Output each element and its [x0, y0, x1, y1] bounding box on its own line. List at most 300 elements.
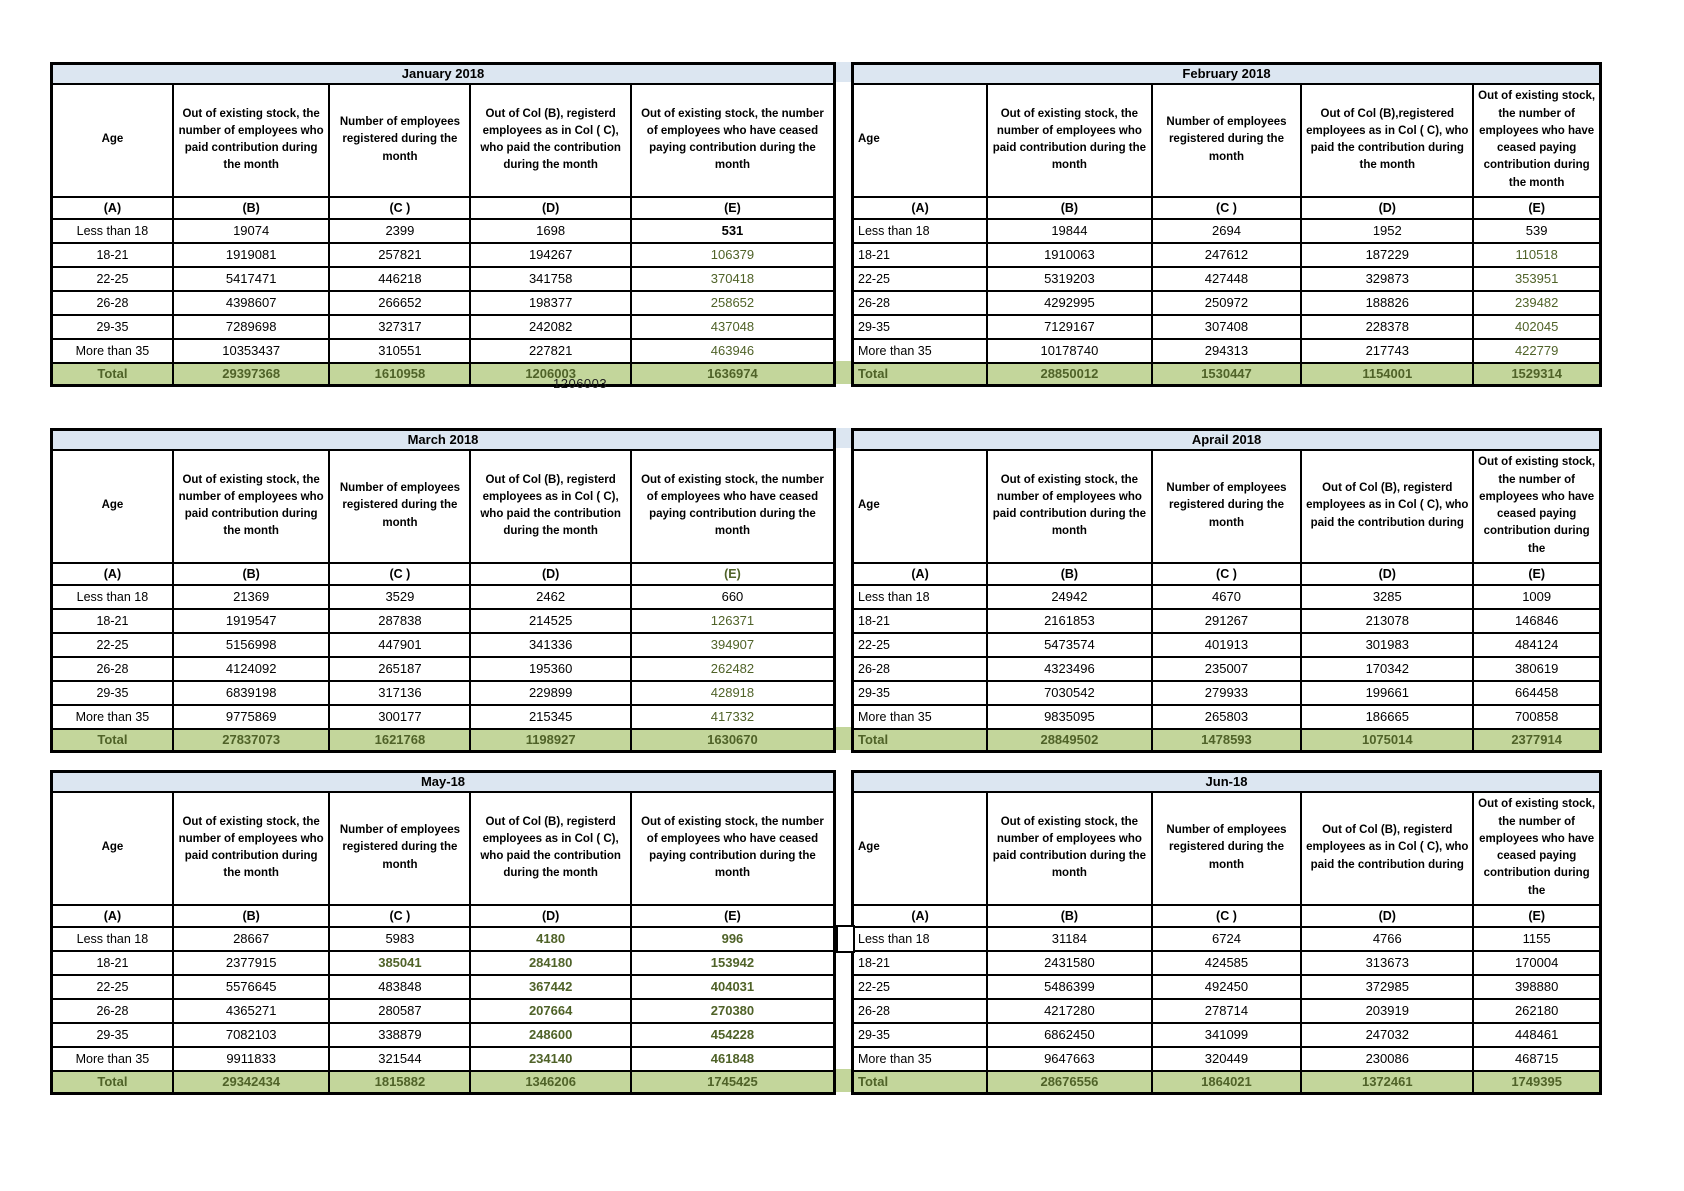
subheader-cell: (A)	[853, 905, 988, 927]
header-row	[52, 792, 835, 905]
column-header-c	[1152, 792, 1302, 905]
header-row	[853, 792, 1601, 905]
total-label: Total	[853, 729, 988, 752]
data-row	[52, 975, 835, 999]
subheader-cell: (A)	[52, 197, 173, 219]
age-cell: 22-25	[853, 267, 988, 291]
value-cell: 214525	[470, 609, 631, 633]
total-value: 1864021	[1152, 1071, 1302, 1094]
value-cell: 313673	[1301, 951, 1473, 975]
age-cell: 18-21	[52, 951, 173, 975]
title-row	[52, 430, 835, 450]
column-header-c	[1152, 84, 1302, 197]
title-row	[853, 430, 1601, 450]
value-cell: 380619	[1473, 657, 1600, 681]
data-row	[52, 999, 835, 1023]
value-cell: 531	[631, 219, 835, 243]
subheader-cell: (A)	[52, 563, 173, 585]
value-cell: 153942	[631, 951, 835, 975]
value-cell: 1919547	[173, 609, 330, 633]
subheader-cell: (D)	[470, 197, 631, 219]
total-value: 1198927	[470, 729, 631, 752]
value-cell: 126371	[631, 609, 835, 633]
age-cell: 26-28	[52, 999, 173, 1023]
subheader-cell: (E)	[631, 563, 835, 585]
data-row	[853, 927, 1601, 951]
table-title: January 2018	[52, 64, 835, 84]
column-header-text: Out of existing stock, the number of employees who have ceased paying contribution during the month	[641, 107, 824, 172]
value-cell: 228378	[1301, 315, 1473, 339]
age-cell: 18-21	[853, 951, 988, 975]
value-cell: 5473574	[987, 633, 1152, 657]
age-cell: 29-35	[853, 315, 988, 339]
value-cell: 437048	[631, 315, 835, 339]
total-label: Total	[52, 363, 173, 386]
value-cell: 4124092	[173, 657, 330, 681]
table-title: March 2018	[52, 430, 835, 450]
age-cell: 22-25	[52, 975, 173, 999]
data-row	[52, 1023, 835, 1047]
total-value: 1346206	[470, 1071, 631, 1094]
total-value: 27837073	[173, 729, 330, 752]
value-cell: 203919	[1301, 999, 1473, 1023]
value-cell: 9835095	[987, 705, 1152, 729]
gap-sliver-total-band2	[836, 727, 851, 750]
age-cell: 18-21	[52, 243, 173, 267]
subheader-cell: (B)	[987, 905, 1152, 927]
column-header-text: Number of employees registered during the month	[1166, 824, 1287, 871]
age-cell: More than 35	[853, 339, 988, 363]
column-header-text: Age	[101, 841, 124, 854]
column-header-text: Out of Col (B),registered employees as in Col ( C), who paid the contribution during the month	[1306, 107, 1469, 172]
table-june-2018	[851, 770, 1602, 1095]
month-table-january-2018	[50, 62, 836, 387]
column-header-text: Out of existing stock, the number of employees who paid contribution during the month	[992, 473, 1147, 538]
age-cell: Less than 18	[52, 585, 173, 609]
age-cell: More than 35	[52, 705, 173, 729]
value-cell: 234140	[470, 1047, 631, 1071]
subheader-row	[853, 563, 1601, 585]
data-row	[52, 243, 835, 267]
value-cell: 5156998	[173, 633, 330, 657]
total-value: 28850012	[987, 363, 1152, 386]
data-row	[52, 633, 835, 657]
subheader-row	[853, 905, 1601, 927]
column-header-e	[1473, 792, 1600, 905]
value-cell: 266652	[329, 291, 470, 315]
column-header-text: Age	[101, 133, 124, 146]
age-cell: 26-28	[52, 657, 173, 681]
column-header-text: Out of Col (B), registerd employees as in Col ( C), who paid the contribution during the month	[480, 107, 621, 172]
value-cell: 367442	[470, 975, 631, 999]
column-header-b	[987, 792, 1152, 905]
column-header-d	[1301, 84, 1473, 197]
value-cell: 278714	[1152, 999, 1302, 1023]
column-header-text: Out of existing stock, the number of employees who have ceased paying contribution during the month	[641, 815, 824, 880]
column-header-c	[329, 84, 470, 197]
value-cell: 417332	[631, 705, 835, 729]
value-cell: 7129167	[987, 315, 1152, 339]
value-cell: 664458	[1473, 681, 1600, 705]
age-cell: 18-21	[853, 609, 988, 633]
value-cell: 187229	[1301, 243, 1473, 267]
column-header-text: Number of employees registered during the month	[339, 824, 460, 871]
data-row	[853, 339, 1601, 363]
value-cell: 700858	[1473, 705, 1600, 729]
gap-sliver-title-band2	[836, 428, 851, 448]
subheader-cell: (C )	[329, 197, 470, 219]
age-cell: 29-35	[853, 681, 988, 705]
value-cell: 5486399	[987, 975, 1152, 999]
value-cell: 280587	[329, 999, 470, 1023]
data-row	[853, 291, 1601, 315]
data-row	[52, 705, 835, 729]
data-row	[853, 243, 1601, 267]
value-cell: 996	[631, 927, 835, 951]
value-cell: 2431580	[987, 951, 1152, 975]
value-cell: 427448	[1152, 267, 1302, 291]
total-label: Total	[52, 729, 173, 752]
column-header-b	[987, 450, 1152, 563]
column-header-age	[853, 450, 988, 563]
value-cell: 9775869	[173, 705, 330, 729]
subheader-row	[853, 197, 1601, 219]
value-cell: 398880	[1473, 975, 1600, 999]
value-cell: 301983	[1301, 633, 1473, 657]
value-cell: 300177	[329, 705, 470, 729]
column-header-text: Out of existing stock, the number of employees who paid contribution during the month	[178, 815, 324, 880]
column-header-text: Out of existing stock, the number of employees who have ceased paying contribution during the	[1478, 798, 1596, 897]
data-row	[52, 267, 835, 291]
column-header-text: Out of Col (B), registerd employees as in Col ( C), who paid the contribution during	[1306, 824, 1469, 871]
total-label: Total	[853, 363, 988, 386]
subheader-cell: (B)	[173, 563, 330, 585]
value-cell: 31184	[987, 927, 1152, 951]
data-row	[52, 657, 835, 681]
gap-sliver-title-band1	[836, 62, 851, 82]
total-value: 1749395	[1473, 1071, 1600, 1094]
value-cell: 338879	[329, 1023, 470, 1047]
data-row	[52, 315, 835, 339]
value-cell: 188826	[1301, 291, 1473, 315]
column-header-e	[1473, 450, 1600, 563]
column-header-text: Number of employees registered during the month	[339, 482, 460, 529]
value-cell: 215345	[470, 705, 631, 729]
data-row	[853, 1023, 1601, 1047]
total-row	[52, 1071, 835, 1094]
month-table-april-2018	[851, 428, 1602, 753]
total-value: 1372461	[1301, 1071, 1473, 1094]
value-cell: 5319203	[987, 267, 1152, 291]
data-row	[52, 219, 835, 243]
value-cell: 28667	[173, 927, 330, 951]
data-row	[853, 975, 1601, 999]
value-cell: 424585	[1152, 951, 1302, 975]
value-cell: 213078	[1301, 609, 1473, 633]
value-cell: 217743	[1301, 339, 1473, 363]
total-value: 29342434	[173, 1071, 330, 1094]
value-cell: 195360	[470, 657, 631, 681]
data-row	[52, 609, 835, 633]
column-header-text: Age	[858, 841, 880, 854]
month-table-february-2018	[851, 62, 1602, 387]
value-cell: 4180	[470, 927, 631, 951]
column-header-text: Out of Col (B), registerd employees as in Col ( C), who paid the contribution during	[1306, 482, 1469, 529]
value-cell: 198377	[470, 291, 631, 315]
value-cell: 422779	[1473, 339, 1600, 363]
title-row	[853, 772, 1601, 792]
column-header-d	[1301, 792, 1473, 905]
subheader-row	[52, 563, 835, 585]
value-cell: 5576645	[173, 975, 330, 999]
age-cell: 26-28	[853, 291, 988, 315]
value-cell: 660	[631, 585, 835, 609]
value-cell: 4365271	[173, 999, 330, 1023]
header-row	[853, 84, 1601, 197]
subheader-cell: (C )	[1152, 905, 1302, 927]
column-header-d	[470, 450, 631, 563]
column-header-c	[329, 792, 470, 905]
age-cell: More than 35	[52, 339, 173, 363]
subheader-cell: (C )	[1152, 563, 1302, 585]
column-header-c	[1152, 450, 1302, 563]
data-row	[52, 339, 835, 363]
value-cell: 2161853	[987, 609, 1152, 633]
value-cell: 19844	[987, 219, 1152, 243]
data-row	[853, 657, 1601, 681]
value-cell: 454228	[631, 1023, 835, 1047]
value-cell: 4292995	[987, 291, 1152, 315]
total-row	[853, 1071, 1601, 1094]
column-header-b	[173, 792, 330, 905]
subheader-cell: (E)	[1473, 197, 1600, 219]
value-cell: 258652	[631, 291, 835, 315]
total-value: 1630670	[631, 729, 835, 752]
subheader-cell: (D)	[470, 563, 631, 585]
total-row	[853, 363, 1601, 386]
value-cell: 370418	[631, 267, 835, 291]
subheader-cell: (B)	[173, 197, 330, 219]
age-cell: 22-25	[853, 633, 988, 657]
column-header-age	[853, 84, 988, 197]
data-row	[853, 999, 1601, 1023]
column-header-text: Out of existing stock, the number of employees who paid contribution during the month	[992, 107, 1147, 172]
value-cell: 262482	[631, 657, 835, 681]
value-cell: 227821	[470, 339, 631, 363]
value-cell: 21369	[173, 585, 330, 609]
value-cell: 170004	[1473, 951, 1600, 975]
column-header-text: Number of employees registered during the month	[1166, 482, 1287, 529]
value-cell: 110518	[1473, 243, 1600, 267]
value-cell: 230086	[1301, 1047, 1473, 1071]
total-value: 1610958	[329, 363, 470, 386]
value-cell: 394907	[631, 633, 835, 657]
value-cell: 310551	[329, 339, 470, 363]
total-value: 1154001	[1301, 363, 1473, 386]
subheader-cell: (B)	[987, 563, 1152, 585]
value-cell: 279933	[1152, 681, 1302, 705]
column-header-age	[853, 792, 988, 905]
value-cell: 19074	[173, 219, 330, 243]
value-cell: 446218	[329, 267, 470, 291]
table-title: Aprail 2018	[853, 430, 1601, 450]
value-cell: 287838	[329, 609, 470, 633]
total-row	[52, 363, 835, 386]
column-header-b	[173, 450, 330, 563]
subheader-cell: (E)	[631, 197, 835, 219]
value-cell: 24942	[987, 585, 1152, 609]
value-cell: 448461	[1473, 1023, 1600, 1047]
value-cell: 170342	[1301, 657, 1473, 681]
value-cell: 372985	[1301, 975, 1473, 999]
value-cell: 247032	[1301, 1023, 1473, 1047]
value-cell: 248600	[470, 1023, 631, 1047]
value-cell: 284180	[470, 951, 631, 975]
value-cell: 4766	[1301, 927, 1473, 951]
column-header-text: Out of existing stock, the number of employees who paid contribution during the month	[992, 815, 1147, 880]
value-cell: 2694	[1152, 219, 1302, 243]
table-april-2018	[851, 428, 1602, 753]
value-cell: 307408	[1152, 315, 1302, 339]
subheader-cell: (E)	[1473, 905, 1600, 927]
total-value: 1206003	[470, 363, 631, 386]
value-cell: 428918	[631, 681, 835, 705]
table-february-2018	[851, 62, 1602, 387]
age-cell: 29-35	[52, 1023, 173, 1047]
total-value: 1815882	[329, 1071, 470, 1094]
value-cell: 7082103	[173, 1023, 330, 1047]
value-cell: 2377915	[173, 951, 330, 975]
age-cell: 29-35	[52, 315, 173, 339]
column-header-d	[470, 792, 631, 905]
value-cell: 262180	[1473, 999, 1600, 1023]
data-row	[52, 951, 835, 975]
subheader-cell: (A)	[853, 197, 988, 219]
value-cell: 9647663	[987, 1047, 1152, 1071]
table-may-2018	[50, 770, 836, 1095]
total-value: 1075014	[1301, 729, 1473, 752]
value-cell: 1919081	[173, 243, 330, 267]
total-label: Total	[853, 1071, 988, 1094]
title-row	[853, 64, 1601, 84]
value-cell: 291267	[1152, 609, 1302, 633]
value-cell: 402045	[1473, 315, 1600, 339]
data-row	[853, 267, 1601, 291]
column-header-text: Out of existing stock, the number of employees who have ceased paying contribution during the month	[1478, 90, 1596, 189]
value-cell: 539	[1473, 219, 1600, 243]
value-cell: 6862450	[987, 1023, 1152, 1047]
total-row	[853, 729, 1601, 752]
data-row	[52, 681, 835, 705]
subheader-cell: (A)	[52, 905, 173, 927]
value-cell: 257821	[329, 243, 470, 267]
data-row	[853, 705, 1601, 729]
value-cell: 320449	[1152, 1047, 1302, 1071]
age-cell: 18-21	[52, 609, 173, 633]
value-cell: 461848	[631, 1047, 835, 1071]
month-table-june-2018	[851, 770, 1602, 1095]
subheader-cell: (C )	[329, 905, 470, 927]
age-cell: Less than 18	[52, 219, 173, 243]
subheader-cell: (D)	[1301, 905, 1473, 927]
data-row	[52, 585, 835, 609]
subheader-cell: (A)	[853, 563, 988, 585]
subheader-cell: (D)	[1301, 563, 1473, 585]
subheader-cell: (C )	[329, 563, 470, 585]
column-header-text: Out of Col (B), registerd employees as in Col ( C), who paid the contribution during the month	[480, 815, 621, 880]
value-cell: 404031	[631, 975, 835, 999]
data-row	[853, 1047, 1601, 1071]
value-cell: 468715	[1473, 1047, 1600, 1071]
column-header-e	[1473, 84, 1600, 197]
total-value: 28849502	[987, 729, 1152, 752]
age-cell: More than 35	[52, 1047, 173, 1071]
data-row	[853, 609, 1601, 633]
value-cell: 492450	[1152, 975, 1302, 999]
column-header-d	[1301, 450, 1473, 563]
column-header-text: Out of existing stock, the number of employees who paid contribution during the month	[178, 107, 324, 172]
value-cell: 483848	[329, 975, 470, 999]
column-header-text: Age	[858, 499, 880, 512]
gap-sliver-total-band1	[836, 361, 851, 384]
column-header-b	[173, 84, 330, 197]
column-header-e	[631, 84, 835, 197]
table-title: Jun-18	[853, 772, 1601, 792]
age-cell: More than 35	[853, 1047, 988, 1071]
subheader-cell: (C )	[1152, 197, 1302, 219]
column-header-text: Number of employees registered during the month	[339, 116, 460, 163]
value-cell: 317136	[329, 681, 470, 705]
value-cell: 6724	[1152, 927, 1302, 951]
title-row	[52, 772, 835, 792]
subheader-row	[52, 197, 835, 219]
age-cell: Less than 18	[853, 927, 988, 951]
header-row	[52, 84, 835, 197]
subheader-cell: (B)	[173, 905, 330, 927]
table-january-2018	[50, 62, 836, 387]
gap-sliver-total-band3	[836, 1069, 851, 1092]
subheader-row	[52, 905, 835, 927]
value-cell: 7030542	[987, 681, 1152, 705]
value-cell: 321544	[329, 1047, 470, 1071]
column-header-text: Out of existing stock, the number of employees who have ceased paying contribution during the month	[641, 473, 824, 538]
value-cell: 239482	[1473, 291, 1600, 315]
value-cell: 247612	[1152, 243, 1302, 267]
column-header-text: Age	[858, 133, 880, 146]
value-cell: 5983	[329, 927, 470, 951]
subheader-cell: (B)	[987, 197, 1152, 219]
value-cell: 341336	[470, 633, 631, 657]
value-cell: 6839198	[173, 681, 330, 705]
value-cell: 1009	[1473, 585, 1600, 609]
age-cell: More than 35	[853, 705, 988, 729]
total-value: 1529314	[1473, 363, 1600, 386]
table-title: February 2018	[853, 64, 1601, 84]
value-cell: 186665	[1301, 705, 1473, 729]
value-cell: 329873	[1301, 267, 1473, 291]
value-cell: 270380	[631, 999, 835, 1023]
column-header-text: Out of Col (B), registerd employees as in Col ( C), who paid the contribution during the month	[480, 473, 621, 538]
age-cell: Less than 18	[52, 927, 173, 951]
column-header-text: Number of employees registered during the month	[1166, 116, 1287, 163]
total-value: 28676556	[987, 1071, 1152, 1094]
age-cell: 22-25	[52, 633, 173, 657]
title-row	[52, 64, 835, 84]
table-march-2018	[50, 428, 836, 753]
column-header-c	[329, 450, 470, 563]
value-cell: 1698	[470, 219, 631, 243]
overlap-text-artifact: 1206003	[553, 376, 608, 391]
